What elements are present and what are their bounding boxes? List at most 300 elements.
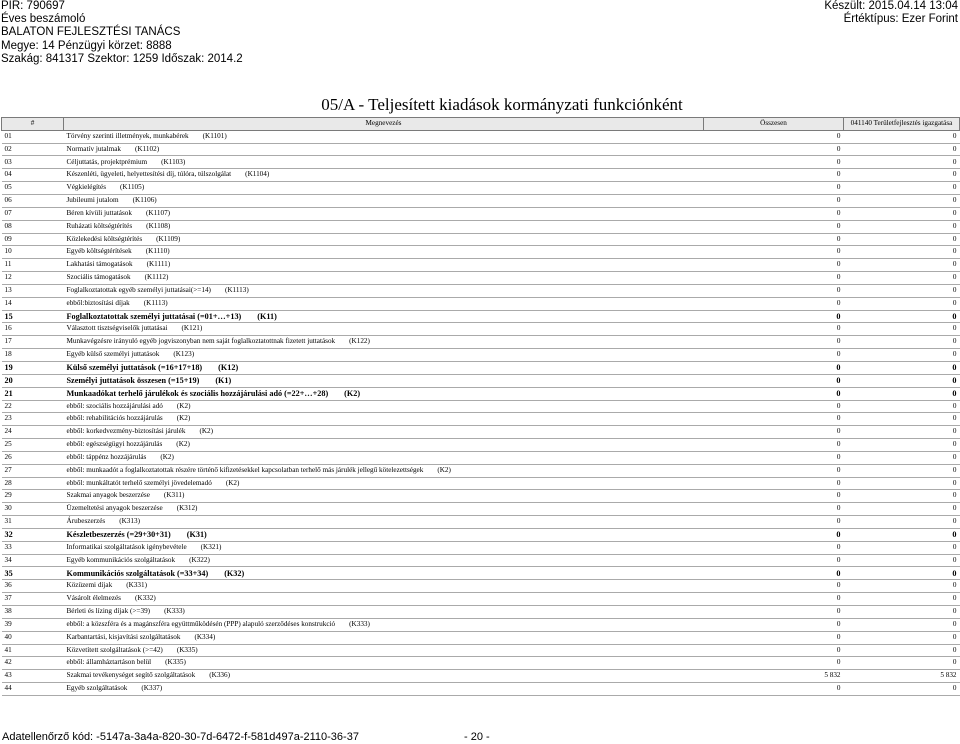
row-function-text: 0 bbox=[952, 619, 957, 628]
row-total-value: 0 bbox=[836, 157, 841, 166]
row-name bbox=[64, 516, 704, 529]
row-function-text: 0 bbox=[952, 311, 957, 321]
row-name bbox=[64, 349, 704, 362]
row-code: (K331) bbox=[126, 581, 147, 590]
table-row bbox=[2, 130, 960, 143]
row-total bbox=[704, 284, 844, 297]
table-row bbox=[2, 323, 960, 336]
row-code: (K1113) bbox=[224, 285, 249, 294]
row-total-value: 0 bbox=[836, 414, 841, 423]
row-total bbox=[704, 400, 844, 413]
row-function-value bbox=[844, 195, 960, 208]
row-number bbox=[2, 413, 64, 426]
row-number-text: 35 bbox=[4, 568, 13, 578]
row-function-text: 0 bbox=[952, 607, 957, 616]
row-function-value bbox=[844, 618, 960, 631]
row-code: (K11) bbox=[257, 311, 277, 321]
header-left bbox=[1, 0, 243, 66]
row-label: ebből: táppénz hozzájárulás bbox=[66, 452, 147, 461]
row-number bbox=[2, 567, 64, 580]
table-row bbox=[2, 503, 960, 516]
row-name bbox=[64, 195, 704, 208]
row-code: (K1105) bbox=[120, 183, 145, 192]
row-number bbox=[2, 246, 64, 259]
row-total bbox=[704, 644, 844, 657]
row-function-text: 0 bbox=[952, 350, 957, 359]
row-number bbox=[2, 439, 64, 452]
row-total-value: 0 bbox=[836, 504, 841, 513]
row-label: Egyéb költségtérítések bbox=[66, 247, 132, 256]
row-label: Árubeszerzés bbox=[66, 517, 106, 526]
row-name bbox=[64, 233, 704, 246]
row-total-value: 0 bbox=[836, 619, 841, 628]
row-number bbox=[2, 336, 64, 349]
row-label: Közüzemi díjak bbox=[66, 581, 113, 590]
row-total-value: 0 bbox=[836, 285, 841, 294]
row-function-text: 0 bbox=[952, 183, 957, 192]
row-function-text: 0 bbox=[952, 684, 957, 693]
row-code: (K1106) bbox=[132, 196, 157, 205]
row-name bbox=[64, 361, 704, 374]
table-row bbox=[2, 182, 960, 195]
row-function-value bbox=[844, 207, 960, 220]
row-function-text: 0 bbox=[952, 568, 957, 578]
row-number-text: 41 bbox=[4, 645, 12, 654]
col-header-total: Összesen bbox=[704, 118, 844, 131]
row-code: (K122) bbox=[349, 337, 370, 346]
row-name bbox=[64, 593, 704, 606]
row-function-value bbox=[844, 580, 960, 593]
row-total bbox=[704, 336, 844, 349]
table-row bbox=[2, 297, 960, 310]
row-code: (K2) bbox=[437, 465, 451, 474]
row-total bbox=[704, 670, 844, 683]
row-number bbox=[2, 156, 64, 169]
row-total bbox=[704, 554, 844, 567]
table-row bbox=[2, 516, 960, 529]
row-label: Karbantartási, kisjavítási szolgáltatások bbox=[66, 632, 181, 641]
row-label: Ruházati költségtérítés bbox=[66, 221, 133, 230]
row-number-text: 32 bbox=[4, 529, 13, 539]
row-number-text: 31 bbox=[4, 517, 12, 526]
row-number-text: 04 bbox=[4, 170, 12, 179]
table-row bbox=[2, 284, 960, 297]
row-total-value: 0 bbox=[836, 491, 841, 500]
row-total bbox=[704, 631, 844, 644]
col-header-name: Megnevezés bbox=[64, 118, 704, 131]
row-function-value bbox=[844, 541, 960, 554]
row-function-value bbox=[844, 490, 960, 503]
row-function-text: 0 bbox=[952, 260, 957, 269]
table-row bbox=[2, 631, 960, 644]
page-title: 05/A - Teljesített kiadások kormányzati funkciónként bbox=[321, 95, 683, 114]
row-function-value bbox=[844, 259, 960, 272]
table-row bbox=[2, 387, 960, 400]
row-number bbox=[2, 259, 64, 272]
row-label: Egyéb külső személyi juttatások bbox=[66, 350, 160, 359]
row-function-text: 0 bbox=[952, 157, 957, 166]
row-function-text: 0 bbox=[952, 632, 957, 641]
row-number-text: 24 bbox=[4, 427, 12, 436]
row-function-text: 0 bbox=[952, 273, 957, 282]
row-total-value: 0 bbox=[836, 401, 841, 410]
pir-label: PIR: 790697 bbox=[1, 0, 65, 12]
row-function-text: 0 bbox=[952, 440, 957, 449]
table-row bbox=[2, 657, 960, 670]
row-function-text: 0 bbox=[952, 517, 957, 526]
row-function-value bbox=[844, 503, 960, 516]
row-code: (K2) bbox=[176, 401, 191, 410]
row-function-text: 0 bbox=[952, 401, 957, 410]
row-total-value: 0 bbox=[836, 465, 841, 474]
row-number-text: 12 bbox=[4, 273, 12, 282]
row-number bbox=[2, 220, 64, 233]
row-label: Végkielégítés bbox=[66, 183, 107, 192]
row-function-text: 0 bbox=[952, 529, 957, 539]
row-number-text: 30 bbox=[4, 504, 12, 513]
row-function-text: 0 bbox=[952, 234, 957, 243]
row-function-text: 0 bbox=[952, 208, 957, 217]
table-row bbox=[2, 259, 960, 272]
row-number-text: 23 bbox=[4, 414, 12, 423]
row-function-value bbox=[844, 477, 960, 490]
row-total bbox=[704, 374, 844, 387]
row-number bbox=[2, 631, 64, 644]
row-label: Személyi juttatások összesen (=15+19) bbox=[66, 375, 200, 385]
row-total bbox=[704, 156, 844, 169]
row-name bbox=[64, 490, 704, 503]
row-label: ebből: egészségügyi hozzájárulás bbox=[66, 440, 163, 449]
table-row bbox=[2, 580, 960, 593]
row-total-value: 0 bbox=[836, 542, 841, 551]
row-number bbox=[2, 182, 64, 195]
row-total bbox=[704, 130, 844, 143]
row-number-text: 14 bbox=[4, 298, 12, 307]
row-name bbox=[64, 387, 704, 400]
row-number-text: 13 bbox=[4, 285, 12, 294]
row-total-value: 0 bbox=[836, 247, 841, 256]
row-code: (K333) bbox=[164, 607, 185, 616]
row-number bbox=[2, 516, 64, 529]
row-total bbox=[704, 541, 844, 554]
row-label: Közvetített szolgáltatások (>=42) bbox=[66, 645, 163, 654]
row-code: (K337) bbox=[141, 684, 163, 693]
table-row bbox=[2, 272, 960, 285]
row-function-text: 0 bbox=[952, 504, 957, 513]
row-total bbox=[704, 451, 844, 464]
row-function-value bbox=[844, 631, 960, 644]
row-total bbox=[704, 361, 844, 374]
row-function-text: 0 bbox=[952, 196, 957, 205]
table-row bbox=[2, 528, 960, 541]
row-label: Közlekedési költségtérítés bbox=[66, 234, 143, 243]
row-number bbox=[2, 554, 64, 567]
row-total bbox=[704, 606, 844, 619]
row-total-value: 0 bbox=[836, 568, 841, 578]
row-number bbox=[2, 670, 64, 683]
table-row bbox=[2, 451, 960, 464]
row-function-value bbox=[844, 220, 960, 233]
row-label: Készletbeszerzés (=29+30+31) bbox=[66, 529, 171, 539]
row-total bbox=[704, 683, 844, 696]
row-label: ebből: munkáltatót terhelő személyi jövedelemadó bbox=[66, 478, 212, 487]
row-number-text: 02 bbox=[4, 144, 12, 153]
row-total-value: 0 bbox=[836, 632, 841, 641]
row-total bbox=[704, 567, 844, 580]
row-function-text: 0 bbox=[952, 144, 957, 153]
row-function-value bbox=[844, 374, 960, 387]
row-function-value bbox=[844, 169, 960, 182]
col-header-function: 041140 Területfejlesztés igazgatása bbox=[844, 118, 960, 131]
row-total-value: 0 bbox=[836, 375, 841, 385]
row-total-value: 0 bbox=[836, 684, 841, 693]
table-row bbox=[2, 618, 960, 631]
row-label: Választott tisztségviselők juttatásai bbox=[66, 324, 168, 333]
row-function-value bbox=[844, 670, 960, 683]
row-function-text: 0 bbox=[952, 645, 957, 654]
row-name bbox=[64, 323, 704, 336]
row-name bbox=[64, 156, 704, 169]
row-label: Vásárolt élelmezés bbox=[66, 594, 121, 603]
row-name bbox=[64, 220, 704, 233]
row-function-value bbox=[844, 516, 960, 529]
row-total-value: 0 bbox=[836, 260, 841, 269]
row-function-text: 0 bbox=[952, 363, 957, 372]
table-row bbox=[2, 567, 960, 580]
row-code: (K121) bbox=[181, 324, 203, 333]
table-row bbox=[2, 683, 960, 696]
table-header-row bbox=[2, 118, 960, 131]
table-row bbox=[2, 400, 960, 413]
row-total bbox=[704, 195, 844, 208]
row-total bbox=[704, 259, 844, 272]
row-label: Kommunikációs szolgáltatások (=33+34) bbox=[66, 568, 209, 578]
row-total-value: 0 bbox=[836, 221, 841, 230]
row-function-text: 0 bbox=[952, 581, 957, 590]
row-label: Foglalkoztatottak egyéb személyi juttatásai(>=14) bbox=[66, 285, 211, 294]
row-number bbox=[2, 400, 64, 413]
row-name bbox=[64, 400, 704, 413]
row-total-value: 0 bbox=[836, 594, 841, 603]
row-function-text: 0 bbox=[952, 555, 957, 564]
row-total bbox=[704, 349, 844, 362]
row-number-text: 21 bbox=[4, 388, 13, 398]
row-total bbox=[704, 310, 844, 323]
row-label: Készenléti, ügyeleti, helyettesítési díj, túlóra, túlszolgálat bbox=[66, 170, 232, 179]
row-name bbox=[64, 246, 704, 259]
row-function-text: 0 bbox=[952, 452, 957, 461]
row-code: (K2) bbox=[176, 414, 191, 423]
row-code: (K2) bbox=[176, 440, 190, 449]
row-total-value: 0 bbox=[836, 363, 841, 372]
row-function-text: 0 bbox=[952, 594, 957, 603]
row-number-text: 36 bbox=[4, 581, 12, 590]
row-number-text: 18 bbox=[4, 350, 12, 359]
row-number bbox=[2, 490, 64, 503]
row-total bbox=[704, 143, 844, 156]
created-timestamp: Készült: 2015.04.14 13:04 bbox=[824, 0, 958, 12]
row-name bbox=[64, 464, 704, 477]
table-row bbox=[2, 541, 960, 554]
row-function-value bbox=[844, 284, 960, 297]
row-function-text: 0 bbox=[952, 491, 957, 500]
row-number-text: 05 bbox=[4, 183, 12, 192]
row-function-text: 0 bbox=[952, 542, 957, 551]
row-label: ebből: munkaadót a foglalkoztatottak részére történő kifizetésekkel kapcsolatban terhelő más járulék jellegű kötelezettségek bbox=[66, 465, 424, 474]
row-function-text: 5 832 bbox=[940, 671, 957, 680]
row-number-text: 16 bbox=[4, 324, 12, 333]
row-total-value: 0 bbox=[836, 196, 841, 205]
row-total-value: 0 bbox=[836, 388, 841, 398]
row-code: (K2) bbox=[160, 452, 174, 461]
row-label: Informatikai szolgáltatások igénybevétele bbox=[66, 542, 187, 551]
row-function-value bbox=[844, 233, 960, 246]
row-total-value: 0 bbox=[836, 131, 841, 140]
row-total bbox=[704, 246, 844, 259]
row-label: Béren kívüli juttatások bbox=[66, 208, 132, 217]
row-code: (K311) bbox=[163, 491, 185, 500]
row-function-text: 0 bbox=[952, 247, 957, 256]
row-function-text: 0 bbox=[952, 285, 957, 294]
row-function-value bbox=[844, 451, 960, 464]
row-name bbox=[64, 413, 704, 426]
row-number-text: 44 bbox=[4, 684, 12, 693]
row-number-text: 11 bbox=[4, 260, 12, 269]
row-name bbox=[64, 528, 704, 541]
row-code: (K336) bbox=[209, 671, 231, 680]
county-info: Megye: 14 Pénzügyi körzet: 8888 bbox=[1, 39, 172, 52]
row-code: (K322) bbox=[189, 555, 210, 564]
row-number-text: 01 bbox=[4, 131, 12, 140]
row-function-text: 0 bbox=[952, 427, 957, 436]
row-number bbox=[2, 195, 64, 208]
row-function-text: 0 bbox=[952, 324, 957, 333]
row-name bbox=[64, 259, 704, 272]
row-code: (K32) bbox=[224, 568, 245, 578]
row-total bbox=[704, 503, 844, 516]
row-function-text: 0 bbox=[952, 388, 957, 398]
row-label: ebből:biztosítási díjak bbox=[66, 298, 130, 307]
row-number bbox=[2, 503, 64, 516]
row-function-text: 0 bbox=[952, 465, 957, 474]
row-code: (K1110) bbox=[145, 247, 170, 256]
row-total bbox=[704, 169, 844, 182]
row-code: (K2) bbox=[225, 478, 240, 487]
row-function-value bbox=[844, 528, 960, 541]
row-function-value bbox=[844, 130, 960, 143]
row-number bbox=[2, 387, 64, 400]
row-code: (K12) bbox=[218, 363, 239, 372]
row-number bbox=[2, 593, 64, 606]
row-code: (K334) bbox=[194, 632, 216, 641]
table-row bbox=[2, 554, 960, 567]
row-number bbox=[2, 297, 64, 310]
row-number bbox=[2, 349, 64, 362]
row-code: (K333) bbox=[349, 619, 370, 628]
row-total bbox=[704, 593, 844, 606]
row-function-value bbox=[844, 567, 960, 580]
table-row bbox=[2, 310, 960, 323]
row-name bbox=[64, 439, 704, 452]
row-name bbox=[64, 272, 704, 285]
row-total bbox=[704, 272, 844, 285]
row-label: ebből: korkedvezmény-biztosítási járulék bbox=[66, 427, 186, 436]
table-row bbox=[2, 336, 960, 349]
row-total bbox=[704, 297, 844, 310]
row-label: Foglalkoztatottak személyi juttatásai (=01+…+13) bbox=[66, 311, 242, 321]
row-name bbox=[64, 606, 704, 619]
row-number-text: 29 bbox=[4, 491, 12, 500]
row-function-value bbox=[844, 593, 960, 606]
row-label: Jubileumi jutalom bbox=[66, 196, 119, 205]
row-function-value bbox=[844, 310, 960, 323]
table-row bbox=[2, 426, 960, 439]
row-number bbox=[2, 323, 64, 336]
row-name bbox=[64, 182, 704, 195]
row-code: (K1104) bbox=[245, 170, 270, 179]
row-number-text: 33 bbox=[4, 542, 12, 551]
row-function-text: 0 bbox=[952, 170, 957, 179]
row-function-value bbox=[844, 336, 960, 349]
row-total bbox=[704, 657, 844, 670]
row-total-value: 0 bbox=[836, 144, 841, 153]
row-code: (K312) bbox=[176, 504, 198, 513]
row-number bbox=[2, 541, 64, 554]
row-function-value bbox=[844, 387, 960, 400]
table-row bbox=[2, 670, 960, 683]
row-number-text: 09 bbox=[4, 234, 12, 243]
row-label: Üzemeltetési anyagok beszerzése bbox=[66, 504, 163, 513]
value-type: Értéktípus: Ezer Forint bbox=[843, 13, 958, 26]
row-code: (K2) bbox=[199, 427, 214, 436]
row-name bbox=[64, 374, 704, 387]
row-number bbox=[2, 644, 64, 657]
row-label: Bérleti és lízing díjak (>=39) bbox=[66, 607, 151, 616]
row-label: Külső személyi juttatások (=16+17+18) bbox=[66, 363, 203, 372]
table-row bbox=[2, 413, 960, 426]
row-number-text: 27 bbox=[4, 465, 12, 474]
row-function-value bbox=[844, 606, 960, 619]
table-row bbox=[2, 207, 960, 220]
row-name bbox=[64, 554, 704, 567]
row-number-text: 17 bbox=[4, 337, 12, 346]
table-row bbox=[2, 246, 960, 259]
row-total-value: 0 bbox=[836, 607, 841, 616]
table-row bbox=[2, 143, 960, 156]
row-code: (K1109) bbox=[156, 234, 181, 243]
row-number bbox=[2, 528, 64, 541]
row-label: Normatív jutalmak bbox=[66, 144, 121, 153]
row-total-value: 0 bbox=[836, 478, 841, 487]
row-total-value: 0 bbox=[836, 311, 841, 321]
table-row bbox=[2, 374, 960, 387]
row-name bbox=[64, 644, 704, 657]
col-header-num: # bbox=[2, 118, 64, 131]
row-code: (K1103) bbox=[161, 157, 186, 166]
row-code: (K321) bbox=[200, 542, 222, 551]
row-total-value: 0 bbox=[836, 234, 841, 243]
table-row bbox=[2, 195, 960, 208]
row-number bbox=[2, 426, 64, 439]
report-type: Éves beszámoló bbox=[1, 13, 86, 26]
row-function-value bbox=[844, 413, 960, 426]
row-number bbox=[2, 143, 64, 156]
table-row bbox=[2, 156, 960, 169]
check-code: Adatellenőrző kód: -5147a-3a4a-820-30-7d-6472-f-581d497a-2110-36-37 bbox=[2, 731, 359, 743]
row-name bbox=[64, 169, 704, 182]
row-number-text: 06 bbox=[4, 196, 12, 205]
row-label: Egyéb szolgáltatások bbox=[66, 684, 128, 693]
